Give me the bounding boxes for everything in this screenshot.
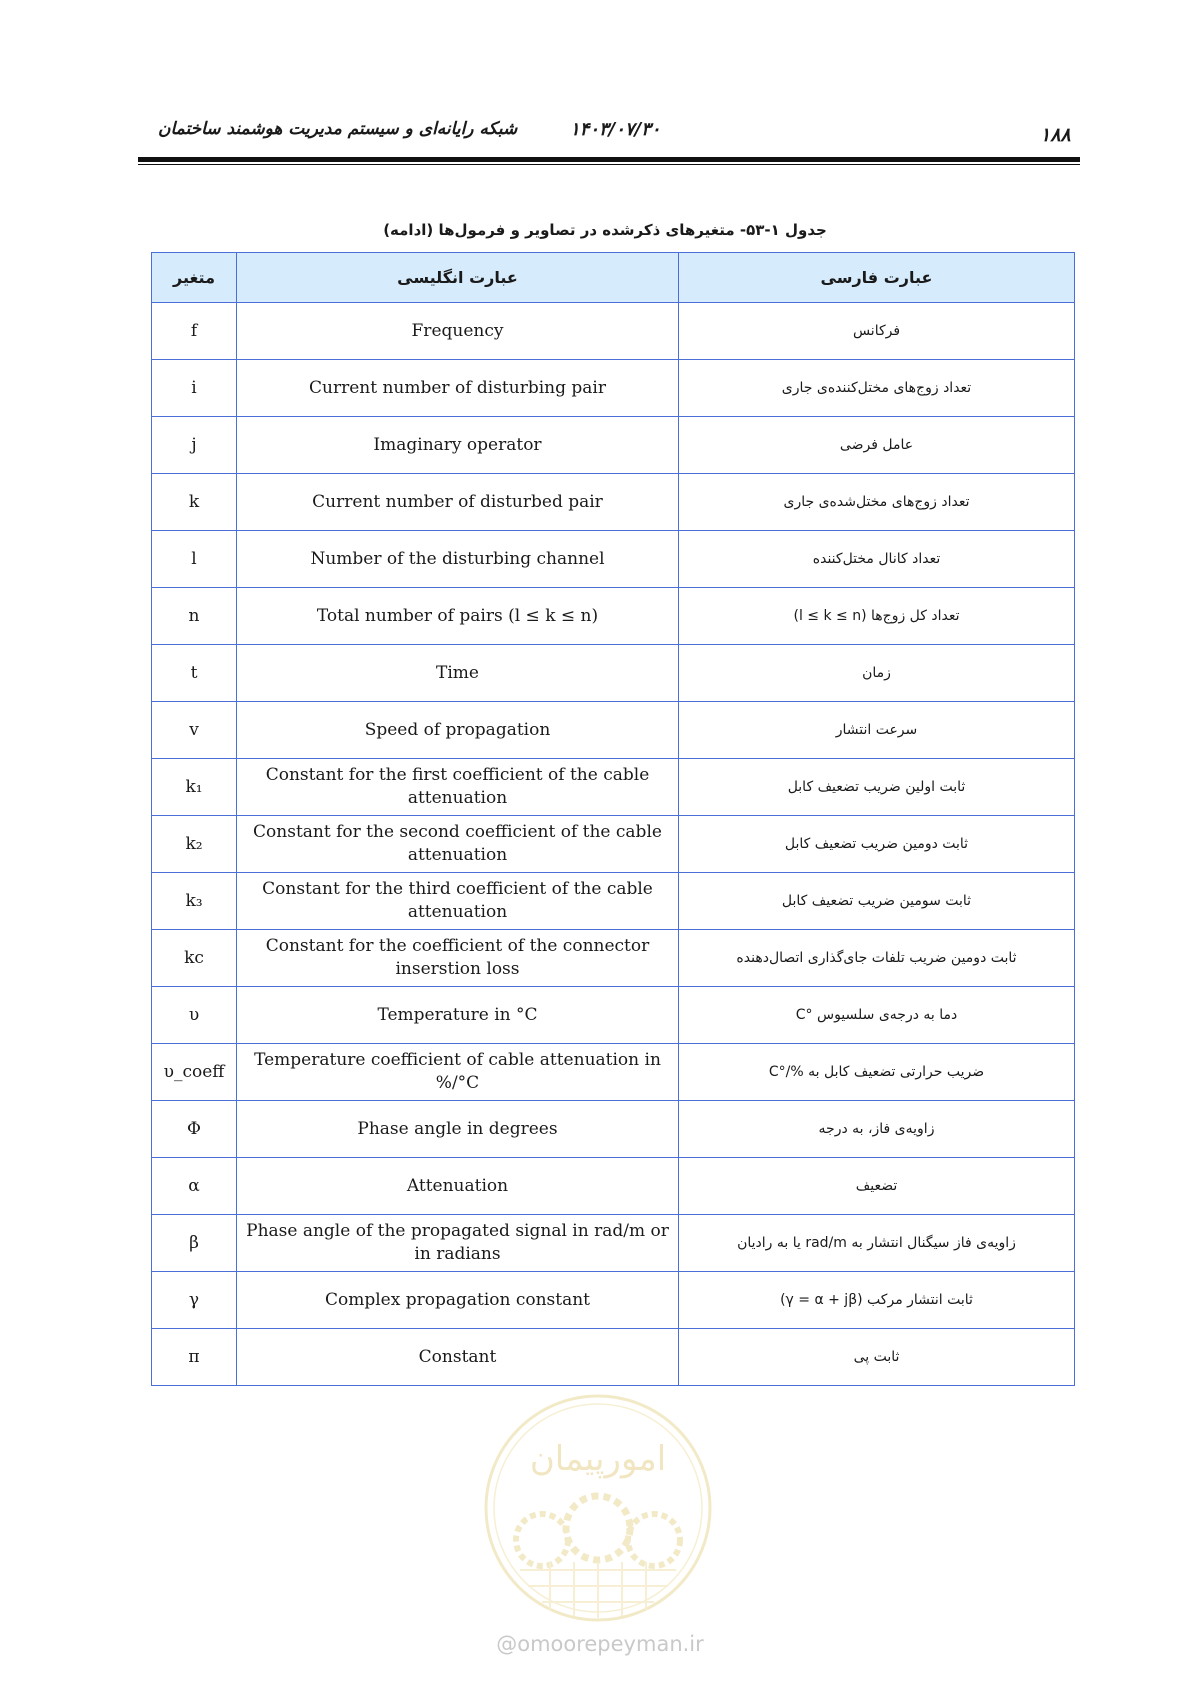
- header-rule-thin: [138, 164, 1080, 165]
- persian-cell: ضریب حرارتی تضعیف کابل به %/°C: [679, 1044, 1075, 1101]
- english-cell: Phase angle in degrees: [237, 1101, 679, 1158]
- symbol-cell: i: [152, 360, 237, 417]
- header-book-title: شبکه رایانه‌ای و سیستم مدیریت هوشمند ساختمان: [158, 119, 518, 139]
- english-cell: Imaginary operator: [237, 417, 679, 474]
- header-persian: عبارت فارسی: [679, 253, 1075, 303]
- table-caption: جدول ۱-۵۳- متغیرهای ذکرشده در تصاویر و فرمول‌ها (ادامه): [383, 221, 827, 239]
- persian-cell: ثابت انتشار مرکب (γ = α + jβ): [679, 1272, 1075, 1329]
- persian-cell: تعداد زوج‌های مختل‌شده‌ی جاری: [679, 474, 1075, 531]
- table-row: [152, 303, 1075, 360]
- symbol-cell: k₂: [152, 816, 237, 873]
- english-cell: Complex propagation constant: [237, 1272, 679, 1329]
- persian-cell: فرکانس: [679, 303, 1075, 360]
- symbol-cell: k: [152, 474, 237, 531]
- table-row: [152, 1101, 1075, 1158]
- symbol-cell: l: [152, 531, 237, 588]
- english-cell: Total number of pairs (l ≤ k ≤ n): [237, 588, 679, 645]
- table-row: [152, 531, 1075, 588]
- header-english: عبارت انگلیسی: [237, 253, 679, 303]
- table-row: [152, 702, 1075, 759]
- english-cell: Current number of disturbed pair: [237, 474, 679, 531]
- persian-cell: ثابت پی: [679, 1329, 1075, 1386]
- page-number: ۱۸۸: [1040, 124, 1071, 146]
- symbol-cell: n: [152, 588, 237, 645]
- english-cell: Constant for the second coefficient of the cable attenuation: [237, 816, 679, 873]
- persian-cell: ثابت سومین ضریب تضعیف کابل: [679, 873, 1075, 930]
- symbol-cell: υ_coeff: [152, 1044, 237, 1101]
- header-symbol: متغیر: [152, 253, 237, 303]
- symbol-cell: π: [152, 1329, 237, 1386]
- table-row: [152, 588, 1075, 645]
- table-row: [152, 987, 1075, 1044]
- persian-cell: زاویه‌ی فاز سیگنال انتشار به rad/m یا به رادیان: [679, 1215, 1075, 1272]
- english-cell: Frequency: [237, 303, 679, 360]
- symbol-cell: t: [152, 645, 237, 702]
- table-row: [152, 417, 1075, 474]
- symbol-cell: k₁: [152, 759, 237, 816]
- persian-cell: ثابت دومین ضریب تلفات جای‌گذاری اتصال‌دهنده: [679, 930, 1075, 987]
- symbol-cell: υ: [152, 987, 237, 1044]
- persian-cell: ثابت دومین ضریب تضعیف کابل: [679, 816, 1075, 873]
- table-body: [152, 303, 1075, 1386]
- english-cell: Time: [237, 645, 679, 702]
- variables-table: [151, 252, 1075, 1386]
- english-cell: Constant for the first coefficient of the cable attenuation: [237, 759, 679, 816]
- symbol-cell: γ: [152, 1272, 237, 1329]
- english-cell: Constant for the coefficient of the connector inserstion loss: [237, 930, 679, 987]
- symbol-cell: α: [152, 1158, 237, 1215]
- table-row: [152, 645, 1075, 702]
- persian-cell: تعداد زوج‌های مختل‌کننده‌ی جاری: [679, 360, 1075, 417]
- table-row: [152, 1272, 1075, 1329]
- table-row: [152, 1329, 1075, 1386]
- symbol-cell: k₃: [152, 873, 237, 930]
- table-row: [152, 816, 1075, 873]
- header-rule-thick: [138, 157, 1080, 162]
- symbol-cell: β: [152, 1215, 237, 1272]
- symbol-cell: Φ: [152, 1101, 237, 1158]
- persian-cell: سرعت انتشار: [679, 702, 1075, 759]
- symbol-cell: f: [152, 303, 237, 360]
- table-row: [152, 873, 1075, 930]
- watermark-site: @omoorepeyman.ir: [496, 1632, 704, 1656]
- table-row: [152, 1215, 1075, 1272]
- table-row: [152, 360, 1075, 417]
- table-row: [152, 474, 1075, 531]
- symbol-cell: kc: [152, 930, 237, 987]
- table-row: [152, 1044, 1075, 1101]
- watermark-logo: [480, 1390, 716, 1626]
- english-cell: Current number of disturbing pair: [237, 360, 679, 417]
- persian-cell: تضعیف: [679, 1158, 1075, 1215]
- english-cell: Constant for the third coefficient of the cable attenuation: [237, 873, 679, 930]
- english-cell: Temperature in °C: [237, 987, 679, 1044]
- persian-cell: تعداد کانال مختل‌کننده: [679, 531, 1075, 588]
- table-row: [152, 759, 1075, 816]
- persian-cell: تعداد کل زوج‌ها (l ≤ k ≤ n): [679, 588, 1075, 645]
- table-row: [152, 1158, 1075, 1215]
- persian-cell: زاویه‌ی فاز، به درجه: [679, 1101, 1075, 1158]
- symbol-cell: j: [152, 417, 237, 474]
- table-row: [152, 930, 1075, 987]
- english-cell: Temperature coefficient of cable attenuation in %/°C: [237, 1044, 679, 1101]
- english-cell: Speed of propagation: [237, 702, 679, 759]
- english-cell: Constant: [237, 1329, 679, 1386]
- english-cell: Number of the disturbing channel: [237, 531, 679, 588]
- persian-cell: ثابت اولین ضریب تضعیف کابل: [679, 759, 1075, 816]
- persian-cell: زمان: [679, 645, 1075, 702]
- table-header-row: [152, 253, 1075, 303]
- symbol-cell: v: [152, 702, 237, 759]
- watermark-logo-lettering: امورپیمان: [529, 1439, 667, 1479]
- header-date: ۱۴۰۳/۰۷/۳۰: [570, 119, 661, 140]
- english-cell: Phase angle of the propagated signal in rad/m or in radians: [237, 1215, 679, 1272]
- persian-cell: عامل فرضی: [679, 417, 1075, 474]
- english-cell: Attenuation: [237, 1158, 679, 1215]
- persian-cell: دما به درجه‌ی سلسیوس °C: [679, 987, 1075, 1044]
